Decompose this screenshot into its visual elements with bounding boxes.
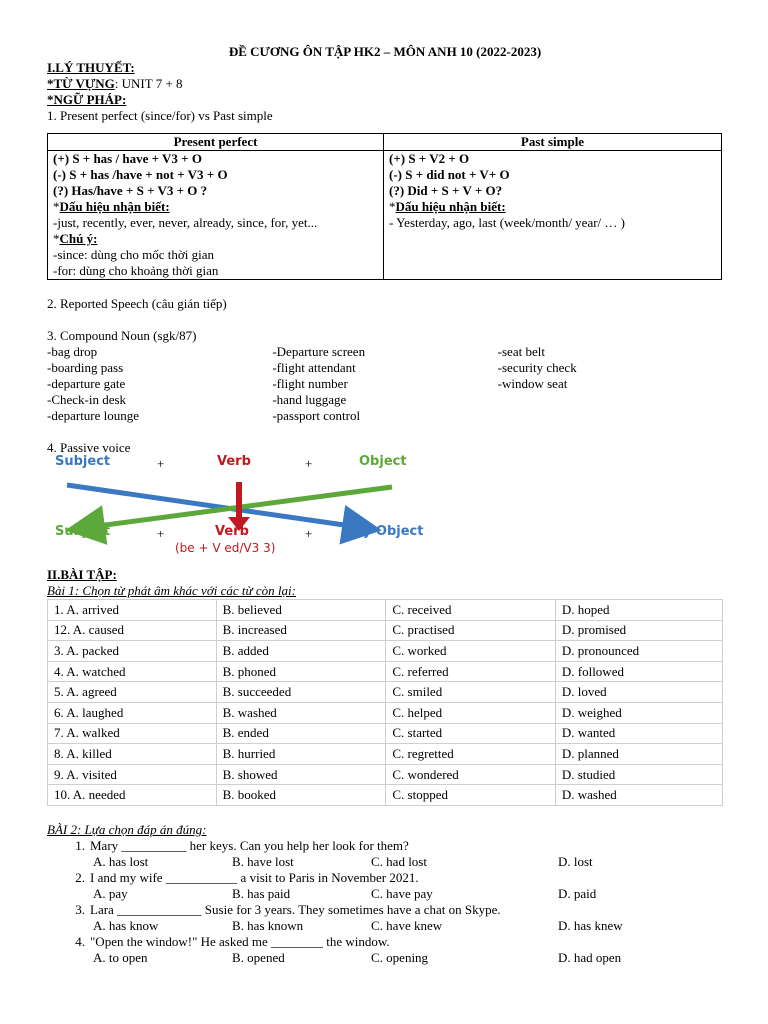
answer-option: 3. A. packed — [48, 641, 217, 662]
ps-signs-label: *Dấu hiệu nhận biết: — [389, 199, 506, 214]
answer-option: D. loved — [555, 682, 722, 703]
answer-option: D. lost — [558, 853, 593, 869]
ps-signs: - Yesterday, ago, last (week/month/ year/ … ) — [389, 215, 625, 230]
answer-option: B. washed — [216, 702, 386, 723]
answer-option: D. washed — [555, 785, 722, 806]
answer-option: 8. A. killed — [48, 744, 217, 765]
answer-option: C. have knew — [371, 917, 443, 933]
pp-signs: -just, recently, ever, never, already, since, for, yet... — [53, 215, 318, 230]
answer-option: C. smiled — [386, 682, 556, 703]
theory-heading: I.LÝ THUYẾT: — [47, 60, 135, 75]
top-object-label: Object — [359, 454, 407, 469]
exercises-heading: II.BÀI TẬP: — [47, 567, 117, 582]
answer-option: C. wondered — [386, 764, 556, 785]
document-title: ĐỀ CƯƠNG ÔN TẬP HK2 – MÔN ANH 10 (2022-2023) — [228, 44, 542, 59]
ps-affirmative: (+) S + V2 + O — [389, 151, 470, 166]
pp-note-for: -for: dùng cho khoảng thời gian — [53, 263, 219, 278]
table-row — [48, 641, 723, 662]
compound-item: -Departure screen — [272, 344, 366, 359]
pp-signs-label: *Dấu hiệu nhận biết: — [53, 199, 170, 214]
question-options — [47, 950, 723, 966]
answer-option: B. phoned — [216, 661, 386, 682]
answer-option: A. has know — [93, 917, 159, 933]
answer-option: 10. A. needed — [48, 785, 217, 806]
exercise-2-questions — [47, 838, 723, 966]
exercise-1-title: Bài 1: Chọn từ phát âm khác với các từ còn lại: — [47, 583, 296, 598]
answer-option: B. have lost — [232, 853, 294, 869]
plus-sign: + — [305, 526, 313, 541]
answer-option: D. pronounced — [555, 641, 722, 662]
answer-option: 1. A. arrived — [48, 600, 217, 621]
vocab-line — [47, 76, 723, 92]
question-options — [47, 854, 723, 870]
pp-note-label: *Chú ý: — [53, 231, 98, 246]
grammar-label: *NGỮ PHÁP: — [47, 92, 127, 107]
question-number: 4. — [75, 933, 85, 949]
answer-option: C. worked — [386, 641, 556, 662]
answer-option: D. wanted — [555, 723, 722, 744]
vocab-value: : UNIT 7 + 8 — [114, 76, 183, 91]
grammar-item-1: 1. Present perfect (since/for) vs Past simple — [47, 108, 273, 123]
compound-col-2 — [272, 344, 497, 424]
ps-question: (?) Did + S + V + O? — [389, 183, 503, 198]
pp-negative: (-) S + has /have + not + V3 + O — [53, 167, 228, 182]
question-text: Mary __________ her keys. Can you help her look for them? — [90, 837, 409, 853]
answer-option: C. regretted — [386, 744, 556, 765]
answer-option: 12. A. caused — [48, 620, 217, 641]
compound-item: -flight number — [272, 376, 348, 391]
table-row — [48, 661, 723, 682]
answer-option: D. hoped — [555, 600, 722, 621]
vocab-label: *TỪ VỰNG — [47, 76, 115, 91]
question-number: 2. — [75, 869, 85, 885]
question-number: 3. — [75, 901, 85, 917]
compound-item: -departure lounge — [47, 408, 140, 423]
compound-item: -departure gate — [47, 376, 126, 391]
compound-col-3 — [498, 344, 723, 424]
plus-sign: + — [157, 526, 165, 541]
answer-option: C. started — [386, 723, 556, 744]
compound-item: -Check-in desk — [47, 392, 127, 407]
compound-item: -flight attendant — [272, 360, 356, 375]
answer-option: D. studied — [555, 764, 722, 785]
answer-option: C. stopped — [386, 785, 556, 806]
answer-option: C. had lost — [371, 853, 427, 869]
answer-option: B. hurried — [216, 744, 386, 765]
answer-option: D. promised — [555, 620, 722, 641]
compound-item: -seat belt — [497, 344, 545, 359]
table-row — [48, 723, 723, 744]
answer-option: B. opened — [232, 949, 285, 965]
answer-option: 6. A. laughed — [48, 702, 217, 723]
compound-item: -passport control — [272, 408, 361, 423]
compound-item: -bag drop — [47, 344, 98, 359]
answer-option: A. pay — [93, 885, 128, 901]
question-text: I and my wife ___________ a visit to Paris in November 2021. — [90, 869, 419, 885]
passive-voice-diagram — [47, 454, 447, 567]
exercise-1-table — [47, 599, 723, 806]
answer-option: D. weighed — [555, 702, 722, 723]
present-perfect-cell — [48, 151, 384, 280]
bottom-verb-label: Verb — [215, 524, 249, 539]
table-row — [48, 702, 723, 723]
compound-item: -window seat — [497, 376, 568, 391]
pp-question: (?) Has/have + S + V3 + O ? — [53, 183, 208, 198]
answer-option: B. ended — [216, 723, 386, 744]
answer-option: D. had open — [558, 949, 622, 965]
red-arrow-shaft — [236, 482, 242, 520]
answer-option: B. has known — [232, 917, 304, 933]
question-options — [47, 886, 723, 902]
answer-option: C. helped — [386, 702, 556, 723]
question — [47, 870, 723, 886]
tense-comparison-table — [47, 133, 722, 280]
pp-note-since: -since: dùng cho mốc thời gian — [53, 247, 215, 262]
answer-option: 4. A. watched — [48, 661, 217, 682]
question-number: 1. — [75, 837, 85, 853]
grammar-item-2: 2. Reported Speech (câu gián tiếp) — [47, 296, 227, 311]
top-verb-label: Verb — [217, 454, 251, 469]
document-page — [47, 44, 723, 966]
answer-option: C. practised — [386, 620, 556, 641]
answer-option: D. has knew — [558, 917, 623, 933]
compound-item: -hand luggage — [272, 392, 347, 407]
passive-formula: (be + V ed/V3 3) — [175, 541, 276, 555]
answer-option: B. believed — [216, 600, 386, 621]
table-row — [48, 600, 723, 621]
answer-option: D. planned — [555, 744, 722, 765]
question — [47, 902, 723, 918]
answer-option: D. followed — [555, 661, 722, 682]
ps-negative: (-) S + did not + V+ O — [389, 167, 510, 182]
answer-option: B. showed — [216, 764, 386, 785]
answer-option: A. to open — [93, 949, 148, 965]
answer-option: C. have pay — [371, 885, 433, 901]
table-row — [48, 682, 723, 703]
table-header-present-perfect: Present perfect — [48, 134, 384, 151]
question-text: Lara _____________ Susie for 3 years. They sometimes have a chat on Skype. — [90, 901, 501, 917]
answer-option: B. succeeded — [216, 682, 386, 703]
compound-noun-list — [47, 344, 723, 424]
compound-col-1 — [47, 344, 272, 424]
table-row — [48, 785, 723, 806]
answer-option: 5. A. agreed — [48, 682, 217, 703]
table-header-past-simple: Past simple — [384, 134, 722, 151]
answer-option: A. has lost — [93, 853, 149, 869]
grammar-item-3: 3. Compound Noun (sgk/87) — [47, 328, 197, 343]
table-row — [48, 744, 723, 765]
plus-sign: + — [157, 456, 165, 471]
answer-option: C. referred — [386, 661, 556, 682]
answer-option: C. received — [386, 600, 556, 621]
top-subject-label: Subject — [55, 454, 111, 469]
grammar-item-4: 4. Passive voice — [47, 440, 131, 455]
answer-option: B. added — [216, 641, 386, 662]
bottom-subject-label: Subject — [55, 524, 111, 539]
answer-option: B. booked — [216, 785, 386, 806]
table-row — [48, 764, 723, 785]
question — [47, 838, 723, 854]
compound-item: -security check — [497, 360, 577, 375]
compound-item: -boarding pass — [47, 360, 124, 375]
pp-affirmative: (+) S + has / have + V3 + O — [53, 151, 202, 166]
past-simple-cell — [384, 151, 722, 280]
table-row — [48, 620, 723, 641]
answer-option: 9. A. visited — [48, 764, 217, 785]
plus-sign: + — [305, 456, 313, 471]
exercise-2-title: BÀI 2: Lựa chọn đáp án đúng: — [47, 821, 207, 837]
bottom-by-object-label: By Object — [353, 524, 424, 539]
answer-option: B. has paid — [232, 885, 291, 901]
question-options — [47, 918, 723, 934]
question-text: "Open the window!" He asked me ________ the window. — [90, 933, 390, 949]
answer-option: B. increased — [216, 620, 386, 641]
answer-option: 7. A. walked — [48, 723, 217, 744]
question — [47, 934, 723, 950]
answer-option: D. paid — [558, 885, 597, 901]
answer-option: C. opening — [371, 949, 429, 965]
